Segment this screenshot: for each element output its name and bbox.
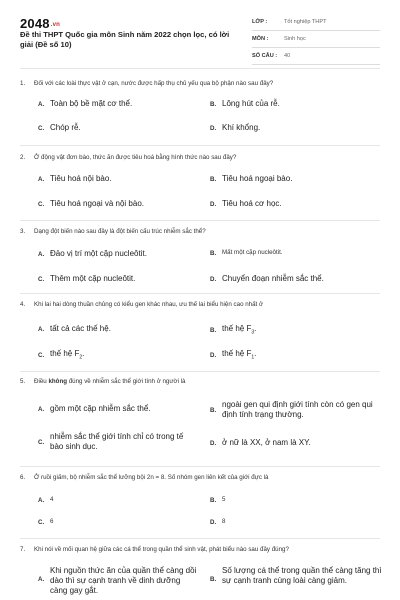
- option-text: nhiễm sắc thể giới tính chỉ có trong tế bào sinh dục.: [50, 432, 184, 451]
- option-c[interactable]: [38, 274, 198, 284]
- question-1: [20, 80, 382, 148]
- question-text: Khi lai hai dòng thuần chủng có kiểu gen khác nhau, ưu thế lai biểu hiện cao nhất ở: [34, 301, 264, 308]
- question-keyword: không: [48, 378, 68, 385]
- option-text: ngoài gen qui định giới tính còn có gen qui định tính trạng thường.: [222, 400, 373, 419]
- option-text: Mất một cặp nucleôtit.: [222, 249, 283, 256]
- option-letter: A.: [38, 100, 45, 108]
- meta-value: 40: [284, 53, 291, 59]
- divider: [20, 145, 380, 146]
- divider: [20, 466, 380, 467]
- option-letter: A.: [38, 496, 45, 504]
- option-letter: D.: [210, 352, 217, 360]
- option-text: Số lượng cá thể trong quần thể càng tăng thì sự cạnh tranh cùng loài càng giảm.: [222, 566, 382, 585]
- option-text: 4: [50, 496, 54, 503]
- option-letter: B.: [210, 406, 217, 414]
- question-number: 5.: [20, 378, 26, 385]
- option-b[interactable]: [210, 496, 382, 504]
- option-text: Tiêu hoá nội bào.: [50, 174, 112, 183]
- option-a[interactable]: [38, 249, 198, 259]
- meta-box: [252, 14, 380, 65]
- option-c[interactable]: [38, 432, 198, 452]
- logo-tld: .vn: [50, 22, 61, 28]
- option-text: 6: [50, 518, 54, 525]
- question-2: [20, 154, 382, 222]
- option-text: Chóp rễ.: [50, 123, 81, 132]
- option-a[interactable]: [38, 566, 198, 596]
- option-text: Lông hút của rễ.: [222, 99, 280, 108]
- option-a[interactable]: [38, 496, 198, 504]
- option-letter: A.: [38, 405, 45, 413]
- option-letter: A.: [38, 325, 45, 333]
- option-b[interactable]: [210, 174, 382, 184]
- question-3: [20, 228, 382, 296]
- option-letter: B.: [210, 496, 217, 504]
- option-b[interactable]: [210, 566, 382, 586]
- option-text: thế hệ $F_1$.: [222, 349, 257, 361]
- option-b[interactable]: [210, 400, 382, 420]
- option-letter: C.: [38, 518, 45, 526]
- option-text: Chuyển đoạn nhiễm sắc thể.: [222, 274, 324, 283]
- divider: [20, 293, 380, 294]
- meta-value: Sinh học: [284, 36, 306, 42]
- option-letter: B.: [210, 576, 217, 583]
- option-text: Tiêu hoá ngoại bào.: [222, 174, 293, 183]
- option-letter: C.: [38, 200, 45, 208]
- divider: [20, 371, 380, 372]
- option-text: Tiêu hoá ngoại và nội bào.: [50, 199, 144, 208]
- option-c[interactable]: [38, 199, 198, 209]
- option-text: Toàn bộ bề mặt cơ thể.: [50, 99, 133, 108]
- question-text: Ở động vật đơn bào, thức ăn được tiêu hoá bằng hình thức nào sau đây?: [34, 154, 237, 161]
- option-a[interactable]: [38, 174, 198, 184]
- option-letter: C.: [38, 124, 45, 132]
- option-c[interactable]: [38, 123, 198, 133]
- option-letter: A.: [38, 576, 45, 583]
- question-number: 1.: [20, 80, 26, 87]
- option-text: 8: [222, 518, 226, 525]
- option-text: thế hệ $F_2$.: [50, 349, 85, 361]
- site-logo[interactable]: 2048.vn: [20, 16, 61, 31]
- option-letter: C.: [38, 438, 45, 446]
- meta-value: Tốt nghiệp THPT: [284, 19, 327, 25]
- option-c[interactable]: [38, 349, 198, 363]
- question-5: [20, 378, 382, 468]
- option-b[interactable]: [210, 99, 382, 109]
- option-letter: C.: [38, 275, 45, 283]
- option-letter: B.: [210, 100, 217, 108]
- option-text: tất cả các thế hệ.: [50, 324, 111, 333]
- meta-row-count: [252, 48, 380, 65]
- option-letter: D.: [210, 518, 217, 526]
- question-number: 2.: [20, 154, 26, 161]
- divider: [20, 68, 380, 69]
- meta-row-class: [252, 14, 380, 31]
- option-c[interactable]: [38, 518, 198, 526]
- meta-row-subject: [252, 31, 380, 48]
- meta-label: SỐ CÂU :: [252, 53, 278, 59]
- option-a[interactable]: [38, 99, 198, 109]
- option-text: Khi nguồn thức ăn của quần thể càng dồi dào thì sự cạnh tranh về dinh dưỡng càng gay gắt.: [50, 566, 197, 595]
- option-d[interactable]: [210, 123, 382, 133]
- option-text: Đảo vị trí một cặp nucleôtit.: [50, 249, 147, 258]
- option-text: Thêm một cặp nucleôtit.: [50, 274, 136, 283]
- question-text: Khi nói về mối quan hệ giữa các cá thể trong quần thể sinh vật, phát biểu nào sau đây đúng?: [34, 546, 289, 553]
- option-d[interactable]: [210, 518, 382, 526]
- option-text: gồm một cặp nhiễm sắc thể.: [50, 404, 151, 413]
- option-a[interactable]: [38, 324, 198, 334]
- divider: [20, 538, 380, 539]
- divider: [20, 220, 380, 221]
- question-text: Điều không đúng về nhiễm sắc thể giới tính ở người là: [34, 378, 186, 385]
- option-letter: A.: [38, 175, 45, 183]
- question-text: Ở ruồi giấm, bộ nhiễm sắc thể lưỡng bội 2n = 8. Số nhóm gen liên kết của giới đực là: [34, 474, 269, 481]
- document-title: Đề thi THPT Quốc gia môn Sinh năm 2022 chọn lọc, có lời giải (Đề số 10): [20, 30, 230, 49]
- option-b[interactable]: [210, 324, 382, 338]
- option-letter: D.: [210, 439, 217, 447]
- question-4: [20, 301, 382, 373]
- option-text: ở nữ là XX, ở nam là XY.: [222, 438, 311, 447]
- option-letter: A.: [38, 250, 45, 258]
- option-letter: D.: [210, 124, 217, 132]
- meta-label: MÔN :: [252, 36, 269, 42]
- question-text: Dạng đột biến nào sau đây là đột biến cấu trúc nhiễm sắc thể?: [34, 228, 206, 235]
- option-letter: B.: [210, 249, 217, 257]
- question-number: 6.: [20, 474, 26, 481]
- option-text: Khí khổng.: [222, 123, 261, 132]
- option-a[interactable]: [38, 404, 198, 414]
- option-d[interactable]: [210, 438, 382, 448]
- question-7: [20, 546, 382, 600]
- question-text: Đối với các loài thực vật ở cạn, nước được hấp thụ chủ yếu qua bộ phận nào sau đây?: [34, 80, 274, 87]
- option-d[interactable]: [210, 349, 382, 363]
- option-text: Tiêu hoá cơ học.: [222, 199, 282, 208]
- option-letter: B.: [210, 175, 217, 183]
- option-text: 5: [222, 496, 226, 503]
- option-letter: D.: [210, 275, 217, 283]
- option-letter: B.: [210, 327, 217, 335]
- meta-label: LỚP :: [252, 19, 268, 25]
- option-letter: D.: [210, 200, 217, 208]
- option-b[interactable]: [210, 249, 382, 257]
- question-6: [20, 474, 382, 538]
- option-d[interactable]: [210, 274, 382, 284]
- question-number: 7.: [20, 546, 26, 553]
- option-text: thế hệ $F_3$.: [222, 324, 257, 336]
- document-header: [0, 0, 400, 64]
- option-letter: C.: [38, 352, 45, 360]
- option-d[interactable]: [210, 199, 382, 209]
- question-number: 4.: [20, 301, 26, 308]
- question-number: 3.: [20, 228, 26, 235]
